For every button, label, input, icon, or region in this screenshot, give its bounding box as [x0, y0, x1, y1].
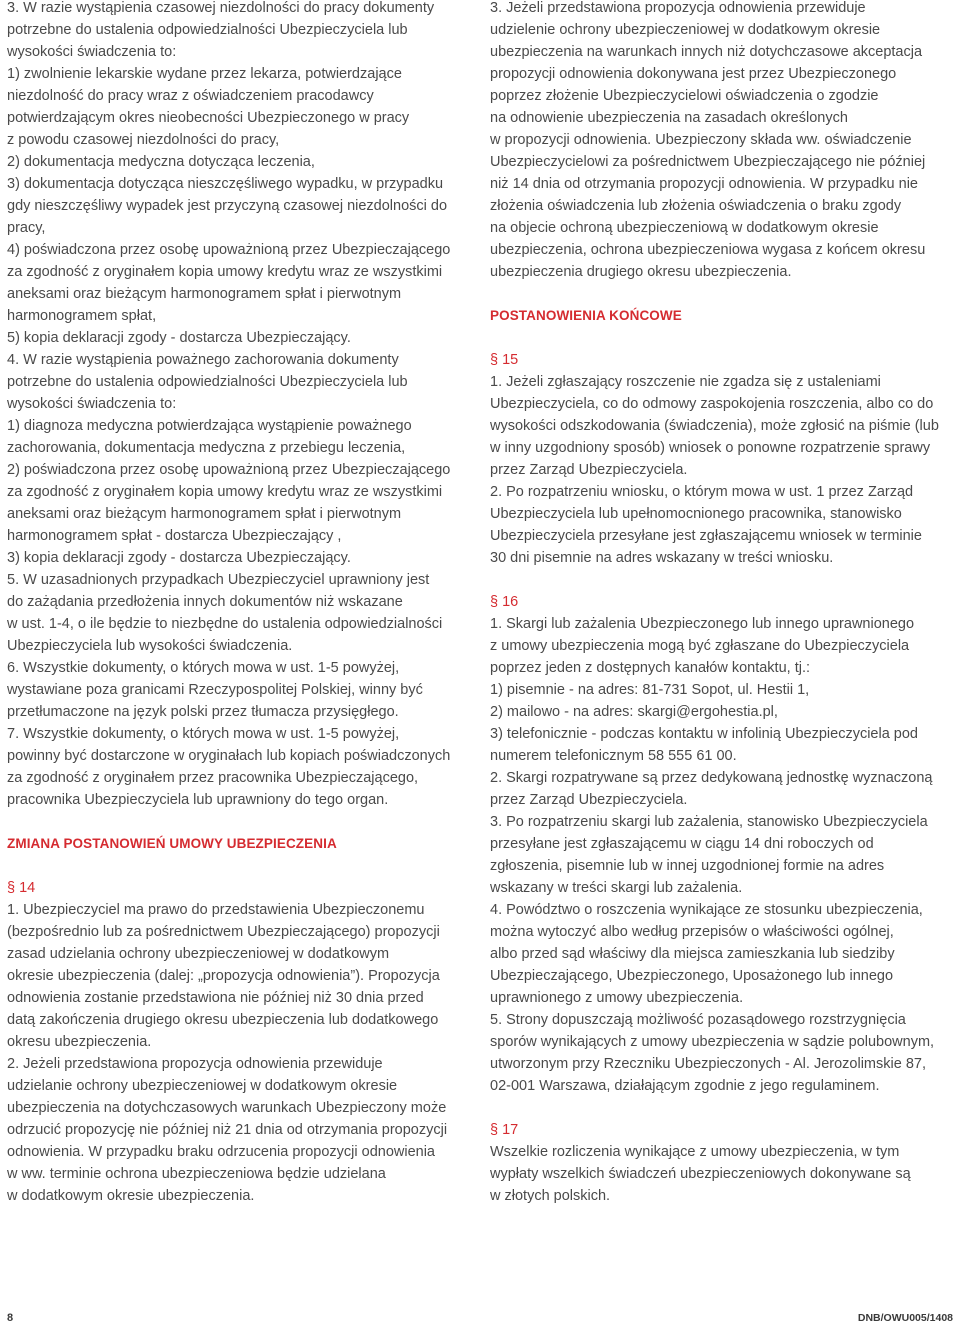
section-mark: § 14 [7, 880, 36, 896]
text-line-content: wystawiane poza granicami Rzeczypospolitej Polskiej, winny być [7, 682, 423, 698]
text-line [490, 613, 953, 635]
text-line [490, 151, 953, 173]
text-line [490, 239, 953, 261]
text-line [7, 723, 473, 745]
text-line [7, 1163, 473, 1185]
text-line-content: harmonogramem spłat - dostarcza Ubezpieczający , [7, 528, 342, 544]
text-line-content: 3) telefonicznie - podczas kontaktu w infolinią Ubezpieczyciela pod [490, 726, 918, 742]
text-line-content: odnowienia zostanie przedstawiona nie później niż 30 dnia przed [7, 990, 424, 1006]
text-line-content: Ubezpieczyciela lub upełnomocnionego pracownika, stanowisko [490, 506, 902, 522]
text-line [7, 613, 473, 635]
text-line [7, 503, 473, 525]
text-line [490, 877, 953, 899]
text-line-content: 02-001 Warszawa, działającym zgodnie z jego regulaminem. [490, 1078, 880, 1094]
text-line [490, 525, 953, 547]
text-line-content: Wszelkie rozliczenia wynikające z umowy ubezpieczenia, w tym [490, 1144, 900, 1160]
text-line [490, 41, 953, 63]
text-line-content: potwierdzającym okres nieobecności Ubezpieczonego w pracy [7, 110, 410, 126]
text-line-content: utworzonym przy Rzeczniku Ubezpieczonych - Al. Jerozolimskie 87, [490, 1056, 926, 1072]
text-line [7, 85, 473, 107]
text-line [7, 921, 473, 943]
paragraph-14 [7, 877, 473, 1207]
text-line [7, 107, 473, 129]
text-line-content: Ubezpieczyciela lub wysokości świadczenia. [7, 638, 293, 654]
text-line-content: niezdolność do pracy wraz z oświadczeniem pracodawcy [7, 88, 374, 104]
text-line-content: 1) diagnoza medyczna potwierdzająca wystąpienie poważnego [7, 418, 412, 434]
text-line [490, 195, 953, 217]
text-line [7, 327, 473, 349]
text-line [490, 833, 953, 855]
text-line-content: albo przed sąd właściwy dla miejsca zamieszkania lub siedziby [490, 946, 895, 962]
text-line [490, 1163, 953, 1185]
text-line-content: 2. Jeżeli przedstawiona propozycja odnowienia przewiduje [7, 1056, 383, 1072]
text-line [7, 1141, 473, 1163]
text-line [7, 415, 473, 437]
text-line-content: wysokości świadczenia to: [7, 396, 177, 412]
text-line-content: 7. Wszystkie dokumenty, o których mowa w ust. 1-5 powyżej, [7, 726, 400, 742]
text-line [7, 965, 473, 987]
text-line [490, 1009, 953, 1031]
claim-documents-text [7, 0, 473, 811]
text-line [7, 1185, 473, 1207]
paragraph-17-text [490, 1141, 953, 1207]
text-line [7, 635, 473, 657]
text-line-content: niż 14 dnia od otrzymania propozycji odnowienia. W przypadku nie [490, 176, 918, 192]
text-line-content: 2. Po rozpatrzeniu wniosku, o którym mowa w ust. 1 przez Zarząd [490, 484, 914, 500]
text-line [490, 217, 953, 239]
text-line-content: wysokości świadczenia to: [7, 44, 177, 60]
text-line-content: przesyłane jest zgłaszającemu w ciągu 14 dni roboczych od [490, 836, 874, 852]
text-line [7, 239, 473, 261]
text-line [490, 129, 953, 151]
text-line [490, 63, 953, 85]
text-line [490, 415, 953, 437]
text-line [490, 1031, 953, 1053]
text-line [7, 437, 473, 459]
text-line [7, 195, 473, 217]
text-line [7, 129, 473, 151]
text-line-content: 3. Jeżeli przedstawiona propozycja odnowienia przewiduje [490, 0, 866, 16]
text-line-content: aneksami oraz bieżącym harmonogramem spłat i pierwotnym [7, 506, 402, 522]
section-mark: § 16 [490, 594, 519, 610]
text-line [490, 459, 953, 481]
text-line [7, 261, 473, 283]
text-line [7, 305, 473, 327]
paragraph-15 [490, 349, 953, 569]
text-line-content: można wytoczyć albo według przepisów o właściwości ogólnej, [490, 924, 894, 940]
text-line [490, 855, 953, 877]
text-line-content: uprawnionego z umowy ubezpieczenia. [490, 990, 744, 1006]
text-line [7, 1119, 473, 1141]
text-line [7, 679, 473, 701]
text-line [490, 679, 953, 701]
text-line-content: okresie ubezpieczenia (dalej: „propozycja odnowienia”). Propozycja [7, 968, 440, 984]
text-line [7, 1097, 473, 1119]
text-line-content: w dodatkowym okresie ubezpieczenia. [7, 1188, 255, 1204]
text-line-content: gdy nieszczęśliwy wypadek jest przyczyną czasowej niezdolności do [7, 198, 448, 214]
text-line-content: harmonogramem spłat, [7, 308, 157, 324]
text-line [490, 1075, 953, 1097]
text-line [490, 965, 953, 987]
text-line [7, 349, 473, 371]
text-line [490, 1185, 953, 1207]
right-column [490, 0, 953, 1207]
text-line [7, 151, 473, 173]
text-line [7, 525, 473, 547]
text-line-content: złożenia oświadczenia lub złożenia oświadczenia o braku zgody [490, 198, 902, 214]
text-line [490, 811, 953, 833]
text-line [7, 459, 473, 481]
text-line [490, 261, 953, 283]
text-line [7, 1075, 473, 1097]
text-line [7, 789, 473, 811]
text-line [490, 767, 953, 789]
text-line [7, 63, 473, 85]
text-line-content: ubezpieczenia, ochrona ubezpieczeniowa wygasa z końcem okresu [490, 242, 926, 258]
text-line-content: zachorowania, dokumentacja medyczna z przebiegu leczenia, [7, 440, 406, 456]
text-line [490, 481, 953, 503]
text-line-content: w inny uzgodniony sposób) wniosek o ponowne rozpatrzenie sprawy [490, 440, 931, 456]
text-line-content: Ubezpieczyciela, co do odmowy zaspokojenia roszczenia, albo co do [490, 396, 934, 412]
text-line [7, 767, 473, 789]
text-line [490, 85, 953, 107]
text-line [490, 393, 953, 415]
text-line-content: na objecie ochroną ubezpieczeniową w dodatkowym okresie [490, 220, 879, 236]
text-line [7, 657, 473, 679]
text-line-content: propozycji odnowienia dokonywana jest przez Ubezpieczonego [490, 66, 897, 82]
text-line [490, 173, 953, 195]
text-line-content: potrzebne do ustalenia odpowiedzialności Ubezpieczyciela lub [7, 374, 408, 390]
text-line [490, 657, 953, 679]
text-line-content: 2) dokumentacja medyczna dotycząca leczenia, [7, 154, 315, 170]
text-line-content: ubezpieczenia na dotychczasowych warunkach Ubezpieczony może [7, 1100, 447, 1116]
text-line-content: 1) pisemnie - na adres: 81-731 Sopot, ul. Hestii 1, [490, 682, 810, 698]
heading-final-provisions: POSTANOWIENIA KOŃCOWE [490, 308, 682, 323]
text-line [490, 987, 953, 1009]
text-line-content: wypłaty wszelkich świadczeń ubezpieczeniowych dokonywane są [490, 1166, 911, 1182]
text-line-content: 4) poświadczona przez osobę upoważnioną przez Ubezpieczającego [7, 242, 451, 258]
text-line-content: poprzez jeden z dostępnych kanałów kontaktu, tj.: [490, 660, 810, 676]
text-line [490, 899, 953, 921]
text-line-content: 2. Skargi rozpatrywane są przez dedykowaną jednostkę wyznaczoną [490, 770, 933, 786]
text-line-content: z umowy ubezpieczenia mogą być zgłaszane do Ubezpieczyciela [490, 638, 910, 654]
text-line-content: ubezpieczenia drugiego okresu ubezpieczenia. [490, 264, 792, 280]
text-line-content: pracy, [7, 220, 46, 236]
text-line-content: odrzucić propozycję nie później niż 21 dnia od otrzymania propozycji [7, 1122, 448, 1138]
text-line [7, 899, 473, 921]
text-line [490, 789, 953, 811]
text-line [7, 41, 473, 63]
text-line [7, 569, 473, 591]
text-line-content: datą zakończenia drugiego okresu ubezpieczenia lub dodatkowego [7, 1012, 439, 1028]
paragraph-14-text [7, 899, 473, 1207]
text-line [490, 921, 953, 943]
text-line-content: okresu ubezpieczenia. [7, 1034, 152, 1050]
text-line-content: 5. Strony dopuszczają możliwość pozasądowego rozstrzygnięcia [490, 1012, 906, 1028]
text-line-content: przez Zarząd Ubezpieczyciela. [490, 792, 688, 808]
text-line-content: 6. Wszystkie dokumenty, o których mowa w ust. 1-5 powyżej, [7, 660, 400, 676]
text-line-content: wysokości odszkodowania (świadczenia), może zgłosić na piśmie (lub [490, 418, 939, 434]
text-line [490, 1141, 953, 1163]
text-line-content: 3) kopia deklaracji zgody - dostarcza Ubezpieczający. [7, 550, 351, 566]
text-line [7, 0, 473, 19]
text-line-content: przetłumaczone na język polski przez tłumacza przysięgłego. [7, 704, 399, 720]
text-line-content: w ww. terminie ochrona ubezpieczeniowa będzie udzielana [7, 1166, 386, 1182]
paragraph-15-text [490, 371, 953, 569]
text-line-content: 1. Ubezpieczyciel ma prawo do przedstawienia Ubezpieczonemu [7, 902, 425, 918]
paragraph-16-text [490, 613, 953, 1097]
text-line-content: za zgodność z oryginałem kopia umowy kredytu wraz ze wszystkimi [7, 264, 443, 280]
text-line [490, 107, 953, 129]
text-line-content: zgłoszenia, pisemnie lub w innej uzgodnionej formie na adres [490, 858, 885, 874]
text-line [7, 943, 473, 965]
text-line-content: 2) mailowo - na adres: skargi@ergohestia.pl, [490, 704, 778, 720]
text-line [490, 547, 953, 569]
text-line [7, 283, 473, 305]
text-line [7, 745, 473, 767]
text-line-content: w ust. 1-4, o ile będzie to niezbędne do ustalenia odpowiedzialności [7, 616, 443, 632]
text-line-content: 1. Skargi lub zażalenia Ubezpieczonego lub innego uprawnionego [490, 616, 915, 632]
text-line-content: 1. Jeżeli zgłaszający roszczenie nie zgadza się z ustaleniami [490, 374, 881, 390]
text-line-content: zasad udzielania ochrony ubezpieczeniowej w dodatkowym [7, 946, 390, 962]
text-line-content: 30 dni pisemnie na adres wskazany w treści wniosku. [490, 550, 834, 566]
section-mark: § 15 [490, 352, 519, 368]
text-line [7, 217, 473, 239]
text-line-content: z powodu czasowej niezdolności do pracy, [7, 132, 280, 148]
text-line [7, 173, 473, 195]
text-line-content: 4. W razie wystąpienia poważnego zachorowania dokumenty [7, 352, 399, 368]
text-line-content: 4. Powództwo o roszczenia wynikające ze stosunku ubezpieczenia, [490, 902, 923, 918]
text-line-content: 1) zwolnienie lekarskie wydane przez lekarza, potwierdzające [7, 66, 402, 82]
text-line [490, 0, 953, 19]
text-line-content: (bezpośrednio lub za pośrednictwem Ubezpieczającego) propozycji [7, 924, 440, 940]
text-line [7, 1031, 473, 1053]
text-line-content: sporów wynikających z umowy ubezpieczenia w sądzie polubownym, [490, 1034, 935, 1050]
text-line-content: 5. W uzasadnionych przypadkach Ubezpieczyciel uprawniony jest [7, 572, 430, 588]
text-line-content: w propozycji odnowienia. Ubezpieczony składa ww. oświadczenie [490, 132, 912, 148]
text-line-content: powinny być dostarczone w oryginałach lub kopiach poświadczonych [7, 748, 451, 764]
text-line [7, 481, 473, 503]
text-line-content: 3. Po rozpatrzeniu skargi lub zażalenia, stanowisko Ubezpieczyciela [490, 814, 928, 830]
text-line [7, 591, 473, 613]
text-line-content: numerem telefonicznym 58 555 61 00. [490, 748, 737, 764]
text-line-content: 2) poświadczona przez osobę upoważnioną przez Ubezpieczającego [7, 462, 451, 478]
text-line [7, 1009, 473, 1031]
text-line [490, 745, 953, 767]
text-line-content: udzielenie ochrony ubezpieczeniowej w dodatkowym okresie [490, 22, 881, 38]
page-number: 8 [7, 1312, 14, 1324]
text-line [7, 701, 473, 723]
text-line-content: na odnowienie ubezpieczenia na zasadach określonych [490, 110, 848, 126]
text-line [490, 503, 953, 525]
text-line-content: w złotych polskich. [490, 1188, 611, 1204]
text-line [7, 19, 473, 41]
text-line-content: za zgodność z oryginałem kopia umowy kredytu wraz ze wszystkimi [7, 484, 443, 500]
text-line-content: odnowienia. W przypadku braku odrzucenia propozycji odnowienia [7, 1144, 435, 1160]
text-line [7, 987, 473, 1009]
text-line-content: 3. W razie wystąpienia czasowej niezdolności do pracy dokumenty [7, 0, 435, 16]
text-line [490, 723, 953, 745]
document-code: DNB/OWU005/1408 [857, 1312, 953, 1324]
text-line-content: poprzez złożenie Ubezpieczycielowi oświadczenia o zgodzie [490, 88, 879, 104]
text-line-content: ubezpieczenia na warunkach innych niż dotychczasowe akceptacja [490, 44, 923, 60]
text-line [490, 701, 953, 723]
text-line [490, 19, 953, 41]
text-line-content: aneksami oraz bieżącym harmonogramem spłat i pierwotnym [7, 286, 402, 302]
text-line [7, 1053, 473, 1075]
text-line-content: 5) kopia deklaracji zgody - dostarcza Ubezpieczający. [7, 330, 351, 346]
text-line [490, 943, 953, 965]
left-column [7, 0, 473, 1207]
text-line-content: do zażądania przedłożenia innych dokumentów niż wskazane [7, 594, 403, 610]
text-line [490, 437, 953, 459]
paragraph-16 [490, 591, 953, 1097]
text-line-content: przez Zarząd Ubezpieczyciela. [490, 462, 688, 478]
text-line [7, 371, 473, 393]
text-line [7, 547, 473, 569]
text-line-content: Ubezpieczyciela przesyłane jest zgłaszającemu wniosek w terminie [490, 528, 922, 544]
section-mark: § 17 [490, 1122, 519, 1138]
text-line-content: udzielanie ochrony ubezpieczeniowej w dodatkowym okresie [7, 1078, 398, 1094]
text-line-content: za zgodność z oryginałem przez pracownika Ubezpieczającego, [7, 770, 419, 786]
renewal-text [490, 0, 953, 283]
text-line-content: 3) dokumentacja dotycząca nieszczęśliwego wypadku, w przypadku [7, 176, 444, 192]
heading-policy-changes: ZMIANA POSTANOWIEŃ UMOWY UBEZPIECZENIA [7, 836, 337, 851]
text-line-content: Ubezpieczającego, Ubezpieczonego, Uposażonego lub innego [490, 968, 894, 984]
paragraph-17 [490, 1119, 953, 1207]
text-line-content: wskazany w treści skargi lub zażalenia. [490, 880, 743, 896]
text-line-content: pracownika Ubezpieczyciela lub uprawniony do tego organ. [7, 792, 389, 808]
text-line-content: Ubezpieczycielowi za pośrednictwem Ubezpieczającego nie później [490, 154, 926, 170]
text-line-content: potrzebne do ustalenia odpowiedzialności Ubezpieczyciela lub [7, 22, 408, 38]
text-line [7, 393, 473, 415]
text-line [490, 635, 953, 657]
text-line [490, 1053, 953, 1075]
text-line [490, 371, 953, 393]
